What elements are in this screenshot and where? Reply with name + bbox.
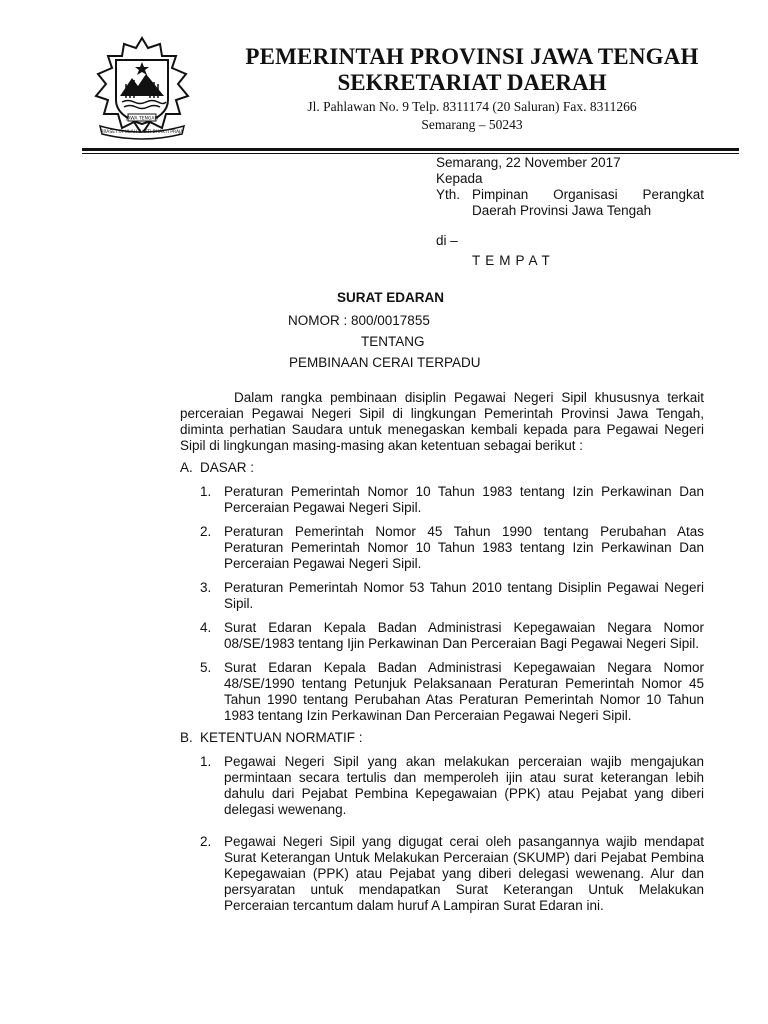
list-item-text: Pegawai Negeri Sipil yang digugat cerai oleh pasangannya wajib mendapat Surat Keterangan Untuk Melakukan Perceraian (SKUMP) dari Pejabat Pembina Kepegawaian (PPK) atau Pejabat yang diberi delegasi wewenang. Alur dan persyaratan untuk mendapatkan Surat Keterangan Untuk Melakukan Perceraian tercantum dalam huruf A Lampiran Surat Edaran ini. — [224, 834, 704, 913]
list-item-number: 1. — [200, 754, 212, 769]
letterhead-divider-thin — [82, 153, 739, 154]
list-item-number: 5. — [200, 660, 212, 675]
list-item — [180, 580, 704, 612]
list-item — [180, 660, 704, 724]
list-item-number: 4. — [200, 620, 212, 635]
section-a-letter: A. — [180, 460, 193, 475]
list-item-number: 2. — [200, 834, 212, 849]
section-b-list — [180, 754, 704, 914]
yth-row — [436, 187, 704, 203]
letterhead-divider-thick — [82, 148, 739, 151]
place-date: Semarang, 22 November 2017 — [436, 155, 621, 170]
list-item — [180, 754, 704, 818]
recipient-block — [436, 155, 704, 269]
section-b-heading — [180, 730, 704, 746]
recipient-line2: Daerah Provinsi Jawa Tengah — [472, 203, 652, 218]
list-item-text: Surat Edaran Kepala Badan Administrasi Kepegawaian Negara Nomor 08/SE/1983 tentang Ijin Perkawinan Dan Perceraian Bagi Pegawai Negeri Sipil. — [224, 620, 704, 651]
logo-banner-text: JAWA TENGAH — [126, 116, 158, 122]
kepada-label: Kepada — [436, 171, 483, 186]
list-item-text: Peraturan Pemerintah Nomor 10 Tahun 1983 tentang Izin Perkawinan Dan Perceraian Pegawai Negeri Sipil. — [224, 484, 704, 515]
list-item-text: Peraturan Pemerintah Nomor 45 Tahun 1990 tentang Perubahan Atas Peraturan Pemerintah Nomor 10 Tahun 1983 tentang Izin Perkawinan Dan Perceraian Pegawai Negeri Sipil. — [224, 524, 704, 571]
list-item — [180, 524, 704, 572]
list-item-number: 3. — [200, 580, 212, 595]
section-a-title: DASAR : — [200, 460, 255, 475]
letterhead-subtitle: SEKRETARIAT DAERAH — [337, 70, 607, 95]
list-item — [180, 834, 704, 914]
intro-paragraph: Dalam rangka pembinaan disiplin Pegawai Negeri Sipil khususnya terkait perceraian Pegawai Negeri Sipil di lingkungan Pemerintah Provinsi Jawa Tengah, diminta perhatian Saudara untuk menegaskan kembali kepada para Pegawai Negeri Sipil di lingkungan masing-masing akan ketentuan sebagai berikut : — [180, 390, 704, 453]
list-item-text: Pegawai Negeri Sipil yang akan melakukan perceraian wajib mengajukan permintaan secara tertulis dan memperoleh ijin atau surat keterangan lebih dahulu dari Pejabat Pembina Kepegawaian (PPK) atau Pejabat yang diberi delegasi wewenang. — [224, 754, 704, 817]
list-item-number: 2. — [200, 524, 212, 539]
letterhead — [212, 44, 732, 134]
tempat-label: TEMPAT — [472, 253, 555, 268]
letterhead-address-line2: Semarang – 50243 — [421, 117, 523, 132]
section-a-heading — [180, 460, 704, 476]
circular-number: NOMOR : 800/0017855 — [288, 313, 430, 328]
section-a-list — [180, 484, 704, 724]
list-item-text: Peraturan Pemerintah Nomor 53 Tahun 2010 tentang Disiplin Pegawai Negeri Sipil. — [224, 580, 704, 611]
yth-label: Yth. — [436, 187, 461, 202]
circular-subject: PEMBINAAN CERAI TERPADU — [289, 355, 481, 370]
logo-motto-text: PRASETYA ULAH SAKTI BHAKTI PRAJA — [100, 130, 184, 135]
list-item-text: Surat Edaran Kepala Badan Administrasi Kepegawaian Negara Nomor 48/SE/1990 tentang Petunjuk Pelaksanaan Peraturan Pemerintah Nomor 45 Tahun 1990 tentang Perubahan Atas Peraturan Pemerintah Nomor 10 Tahun 1983 tentang Izin Perkawinan Dan Perceraian Pegawai Negeri Sipil. — [224, 660, 704, 723]
section-b-letter: B. — [180, 730, 193, 745]
letterhead-title: PEMERINTAH PROVINSI JAWA TENGAH — [245, 44, 699, 69]
section-b-title: KETENTUAN NORMATIF : — [200, 730, 363, 745]
list-item — [180, 484, 704, 516]
letterhead-address-line1: Jl. Pahlawan No. 9 Telp. 8311174 (20 Saluran) Fax. 8311266 — [307, 99, 637, 114]
provincial-emblem-logo — [88, 34, 196, 142]
document-body — [180, 390, 704, 914]
list-item — [180, 620, 704, 652]
recipient-line1: Pimpinan Organisasi Perangkat — [472, 187, 704, 202]
circular-tentang: TENTANG — [361, 334, 425, 349]
list-item-number: 1. — [200, 484, 212, 499]
di-label: di – — [436, 233, 458, 248]
circular-title: SURAT EDARAN — [337, 290, 444, 305]
